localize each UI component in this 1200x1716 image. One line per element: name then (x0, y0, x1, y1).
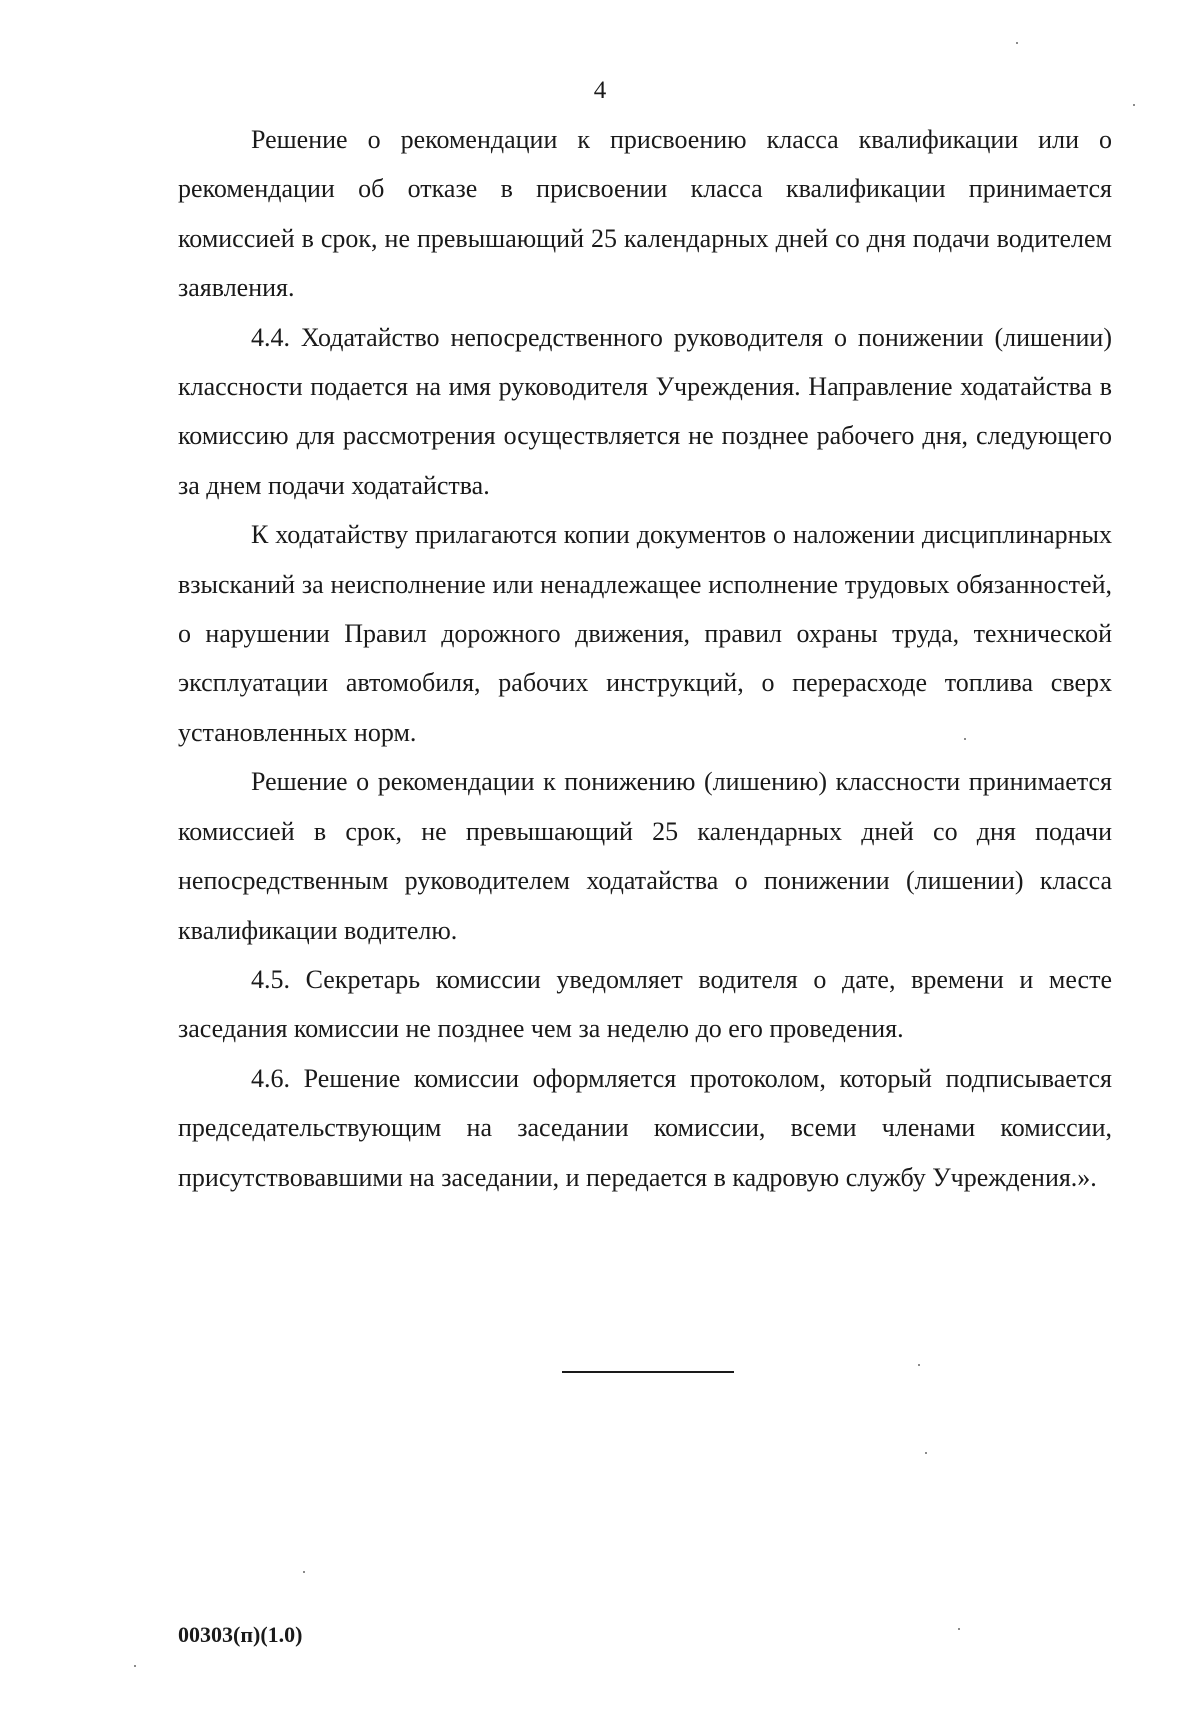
document-body (178, 115, 1112, 1202)
scan-speck (918, 1364, 920, 1366)
paragraph-petition-attachments: К ходатайству прилагаются копии документов о наложении дисциплинарных взысканий за неисполнение или ненадлежащее исполнение трудовых обязанностей, о нарушении Правил дорожного движения, правил охраны труда, технической эксплуатации автомобиля, рабочих инструкций, о перерасходе топлива сверх установленных норм. (178, 520, 1112, 747)
scan-speck (303, 1571, 305, 1573)
document-code: 00303(п)(1.0) (178, 1622, 303, 1647)
scan-speck (134, 1665, 136, 1667)
scan-speck (1016, 42, 1018, 44)
paragraph-downgrade-decision: Решение о рекомендации к понижению (лишению) классности принимается комиссией в срок, не превышающий 25 календарных дней со дня подачи непосредственным руководителем ходатайства о понижении (лишении) класса квалификации водителю. (178, 767, 1112, 945)
scan-speck (964, 738, 966, 740)
paragraph-4-5-notification: 4.5. Секретарь комиссии уведомляет водителя о дате, времени и месте заседания комиссии не позднее чем за неделю до его проведения. (178, 964, 1112, 1044)
paragraph-4-6-protocol: 4.6. Решение комиссии оформляется протоколом, который подписывается председательствующим на заседании комиссии, всеми членами комиссии, присутствовавшими на заседании, и передается в кадровую службу Учреждения.». (178, 1063, 1112, 1192)
page-number: 4 (593, 77, 607, 104)
scan-speck (925, 1452, 927, 1454)
scan-speck (958, 1628, 960, 1630)
paragraph-qualification-decision: Решение о рекомендации к присвоению класса квалификации или о рекомендации об отказе в присвоении класса квалификации принимается комиссией в срок, не превышающий 25 календарных дней со дня подачи водителем заявления. (178, 125, 1112, 303)
paragraph-4-4-petition: 4.4. Ходатайство непосредственного руководителя о понижении (лишении) классности подается на имя руководителя Учреждения. Направление ходатайства в комиссию для рассмотрения осуществляется не позднее рабочего дня, следующего за днем подачи ходатайства. (178, 322, 1112, 500)
scan-speck (1133, 104, 1135, 106)
end-of-text-divider (562, 1371, 734, 1373)
